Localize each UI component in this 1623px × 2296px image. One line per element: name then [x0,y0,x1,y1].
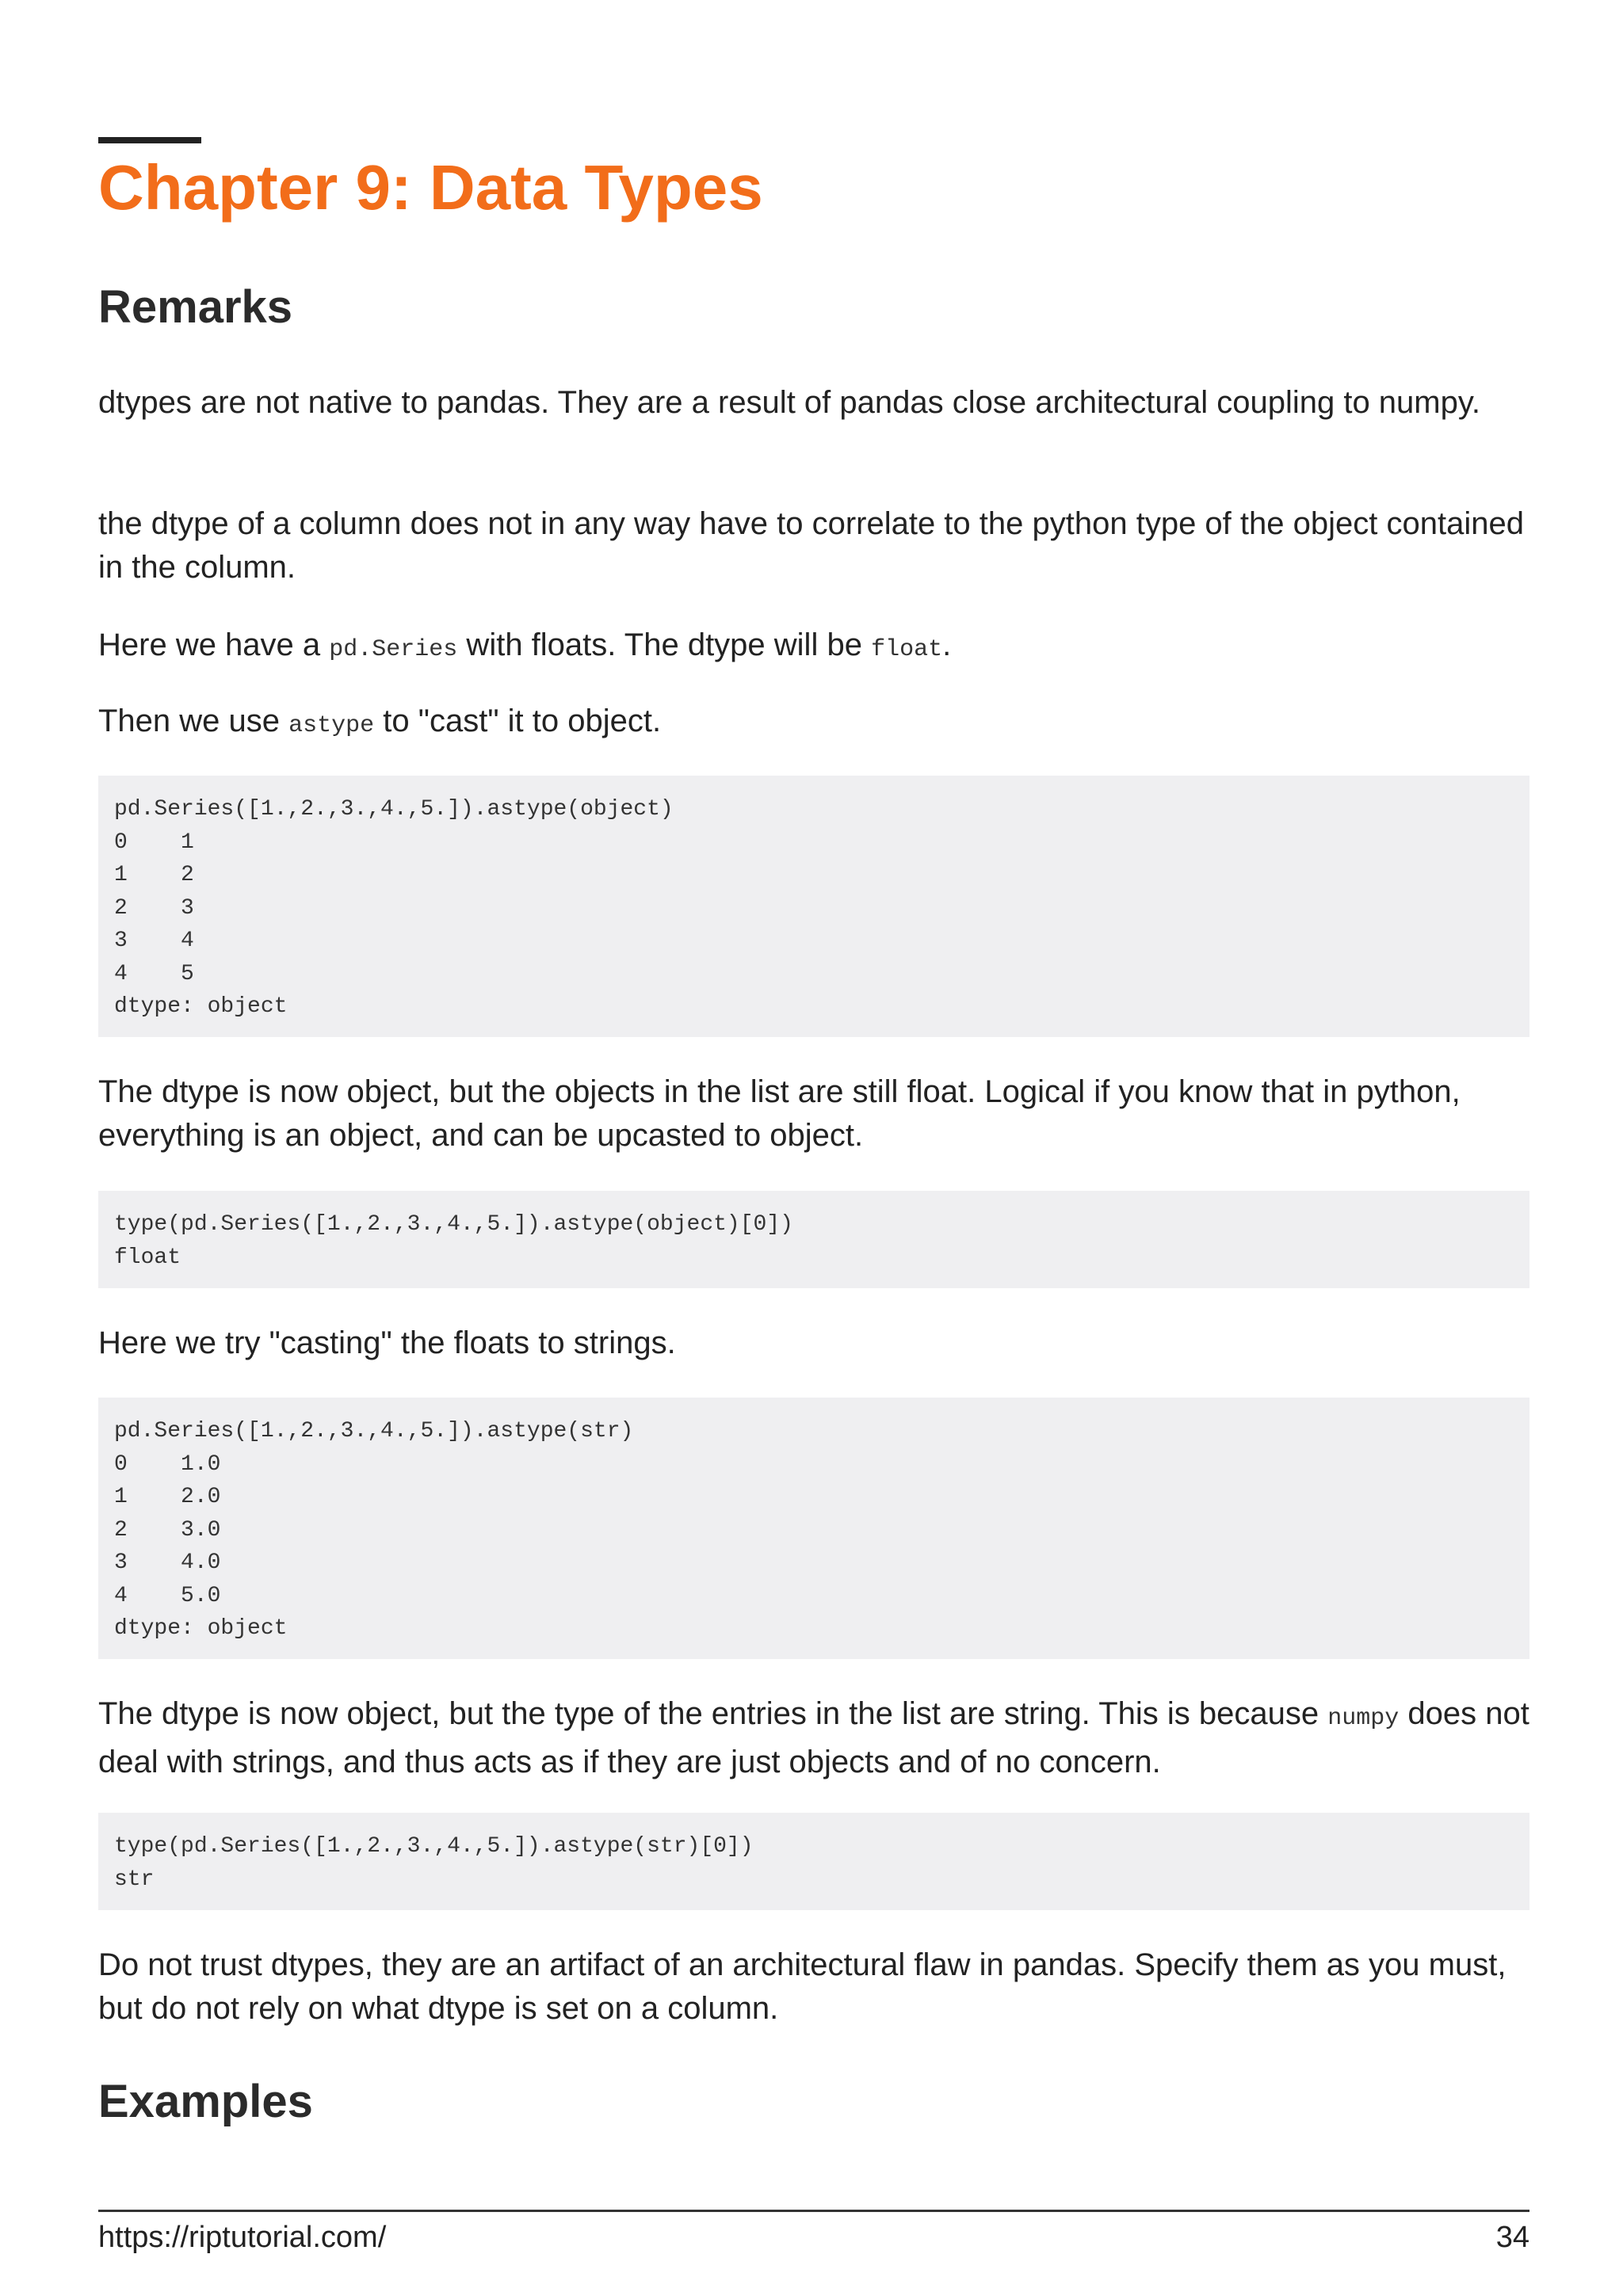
code-line: 1 2.0 [114,1485,221,1509]
inline-code-float: float [871,636,943,663]
code-line: dtype: object [114,994,288,1019]
code-block-astype-object [98,776,1529,1037]
paragraph-text: Then we use [98,704,289,738]
remarks-paragraph-5: The dtype is now object, but the objects in the list are still float. Logical if you know that in python, everything is an object, and can be upcasted to object. [98,1074,1461,1153]
inline-code-astype: astype [288,712,375,739]
code-line: pd.Series([1.,2.,3.,4.,5.]).astype(str) [114,1419,634,1444]
paragraph-text: Here we have a [98,627,330,662]
code-line: 4 5 [114,961,194,986]
footer-url[interactable]: https://riptutorial.com/ [98,2221,387,2254]
code-block-type-str [98,1813,1529,1910]
remarks-paragraph-4 [98,700,1529,748]
paragraph-text: with floats. The dtype will be [457,627,872,662]
code-block-astype-str [98,1398,1529,1659]
code-line: 0 1 [114,830,194,855]
examples-heading: Examples [98,2076,313,2127]
code-line: 3 4.0 [114,1550,221,1575]
remarks-heading: Remarks [98,281,293,333]
code-line: float [114,1245,181,1270]
code-line: str [114,1867,155,1892]
code-line: 4 5.0 [114,1583,221,1608]
code-line: 0 1.0 [114,1451,221,1477]
code-line: dtype: object [114,1616,288,1641]
code-line: 2 3.0 [114,1517,221,1543]
paragraph-text: does not deal with strings, and thus acts as if they are just objects and of no concern. [98,1696,1529,1779]
remarks-paragraph-6: Here we try "casting" the floats to strings. [98,1325,676,1360]
remarks-paragraph-8: Do not trust dtypes, they are an artifact of an architectural flaw in pandas. Specify them as you must, but do not rely on what dtype is set on a column. [98,1947,1507,2026]
remarks-paragraph-1: dtypes are not native to pandas. They are a result of pandas close architectural coupling to numpy. [98,385,1481,420]
code-line: pd.Series([1.,2.,3.,4.,5.]).astype(object) [114,797,674,822]
code-line: 1 2 [114,863,194,887]
remarks-paragraph-7 [98,1692,1529,1784]
paragraph-text: . [942,627,952,662]
code-line: 2 3 [114,895,194,921]
inline-code-numpy: numpy [1327,1705,1400,1732]
page-number: 34 [1495,2221,1529,2254]
code-line: 3 4 [114,929,194,953]
inline-code-pd-series: pd.Series [329,636,458,663]
paragraph-text: The dtype is now object, but the type of the entries in the list are string. This is because [98,1696,1328,1731]
remarks-paragraph-3 [98,624,1529,672]
chapter-title: Chapter 9: Data Types [98,152,763,223]
code-line: type(pd.Series([1.,2.,3.,4.,5.]).astype(str)[0]) [114,1834,754,1859]
footer-divider [98,2210,1529,2212]
code-line: type(pd.Series([1.,2.,3.,4.,5.]).astype(object)[0]) [114,1212,793,1237]
remarks-paragraph-2: the dtype of a column does not in any way have to correlate to the python type of the object contained in the column. [98,506,1524,585]
code-block-type-object [98,1191,1529,1288]
chapter-accent-bar [98,137,201,143]
paragraph-text: to "cast" it to object. [374,704,662,738]
